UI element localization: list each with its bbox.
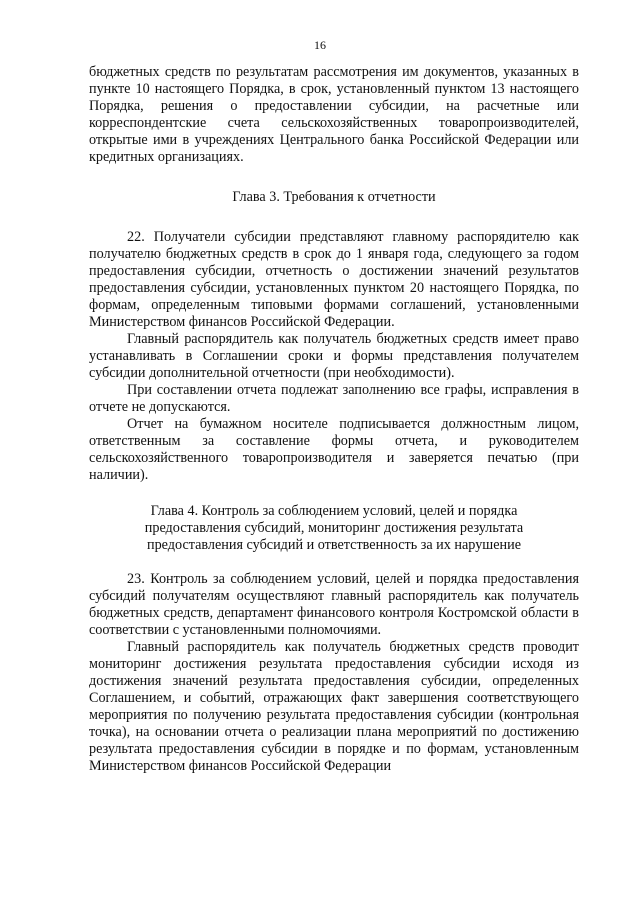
paragraph-reporting-rights: Главный распорядитель как получатель бюджетных средств имеет право устанавливать в Соглашении сроки и формы представления получателем субсидии дополнительной отчетности (при необходимости).: [89, 331, 579, 381]
intro-paragraph: бюджетных средств по результатам рассмотрения им документов, указанных в пункте 10 настоящего Порядка, в срок, установленный пунктом 13 настоящего Порядка, решения о предоставлении субсидии, на расчетные или корреспондентские счета сельскохозяйственных товаропроизводителей, открытые ими в учреждениях Центрального банка Российской Федерации или кредитных организациях.: [89, 64, 579, 165]
chapter-4-title-line: предоставления субсидий, мониторинг достижения результата: [144, 520, 524, 536]
chapter-4-title-line: Глава 4. Контроль за соблюдением условий, целей и порядка: [150, 503, 518, 519]
paragraph-22: 22. Получатели субсидии представляют главному распорядителю как получателю бюджетных средств в срок до 1 января года, следующего за годом предоставления субсидии, отчетность о достижении значений результатов предоставления субсидии, установленных пунктом 20 настоящего Порядка, по формам, определенным типовыми формами соглашений, установленными Министерством финансов Российской Федерации.: [89, 229, 579, 330]
paragraph-monitoring: Главный распорядитель как получатель бюджетных средств проводит мониторинг достижения результата предоставления субсидии исходя из достижения значений результата предоставления субсидии, определенных Соглашением, и событий, отражающих факт завершения соответствующего мероприятия по получению результата предоставления субсидии (контрольная точка), на основании отчета о реализации плана мероприятий по достижению результата предоставления субсидии в порядке и по формам, установленным Министерством финансов Российской Федерации: [89, 639, 579, 774]
chapter-4-title: [89, 503, 579, 554]
paragraph-23: 23. Контроль за соблюдением условий, целей и порядка предоставления субсидий получателям осуществляют главный распорядитель как получатель бюджетных средств, департамент финансового контроля Костромской области в соответствии с установленными полномочиями.: [89, 571, 579, 638]
paragraph-report-signing: Отчет на бумажном носителе подписывается должностным лицом, ответственным за составление формы отчета, и руководителем сельскохозяйственного товаропроизводителя и заверяется печатью (при наличии).: [89, 416, 579, 483]
document-body: [89, 64, 579, 777]
bottom-spacer: [89, 775, 579, 777]
page-number: 16: [314, 38, 326, 52]
chapter-3-title: Глава 3. Требования к отчетности: [232, 189, 436, 205]
paragraph-report-filling: При составлении отчета подлежат заполнению все графы, исправления в отчете не допускаются.: [89, 382, 579, 415]
chapter-4-title-line: предоставления субсидий и ответственность за их нарушение: [146, 537, 521, 553]
